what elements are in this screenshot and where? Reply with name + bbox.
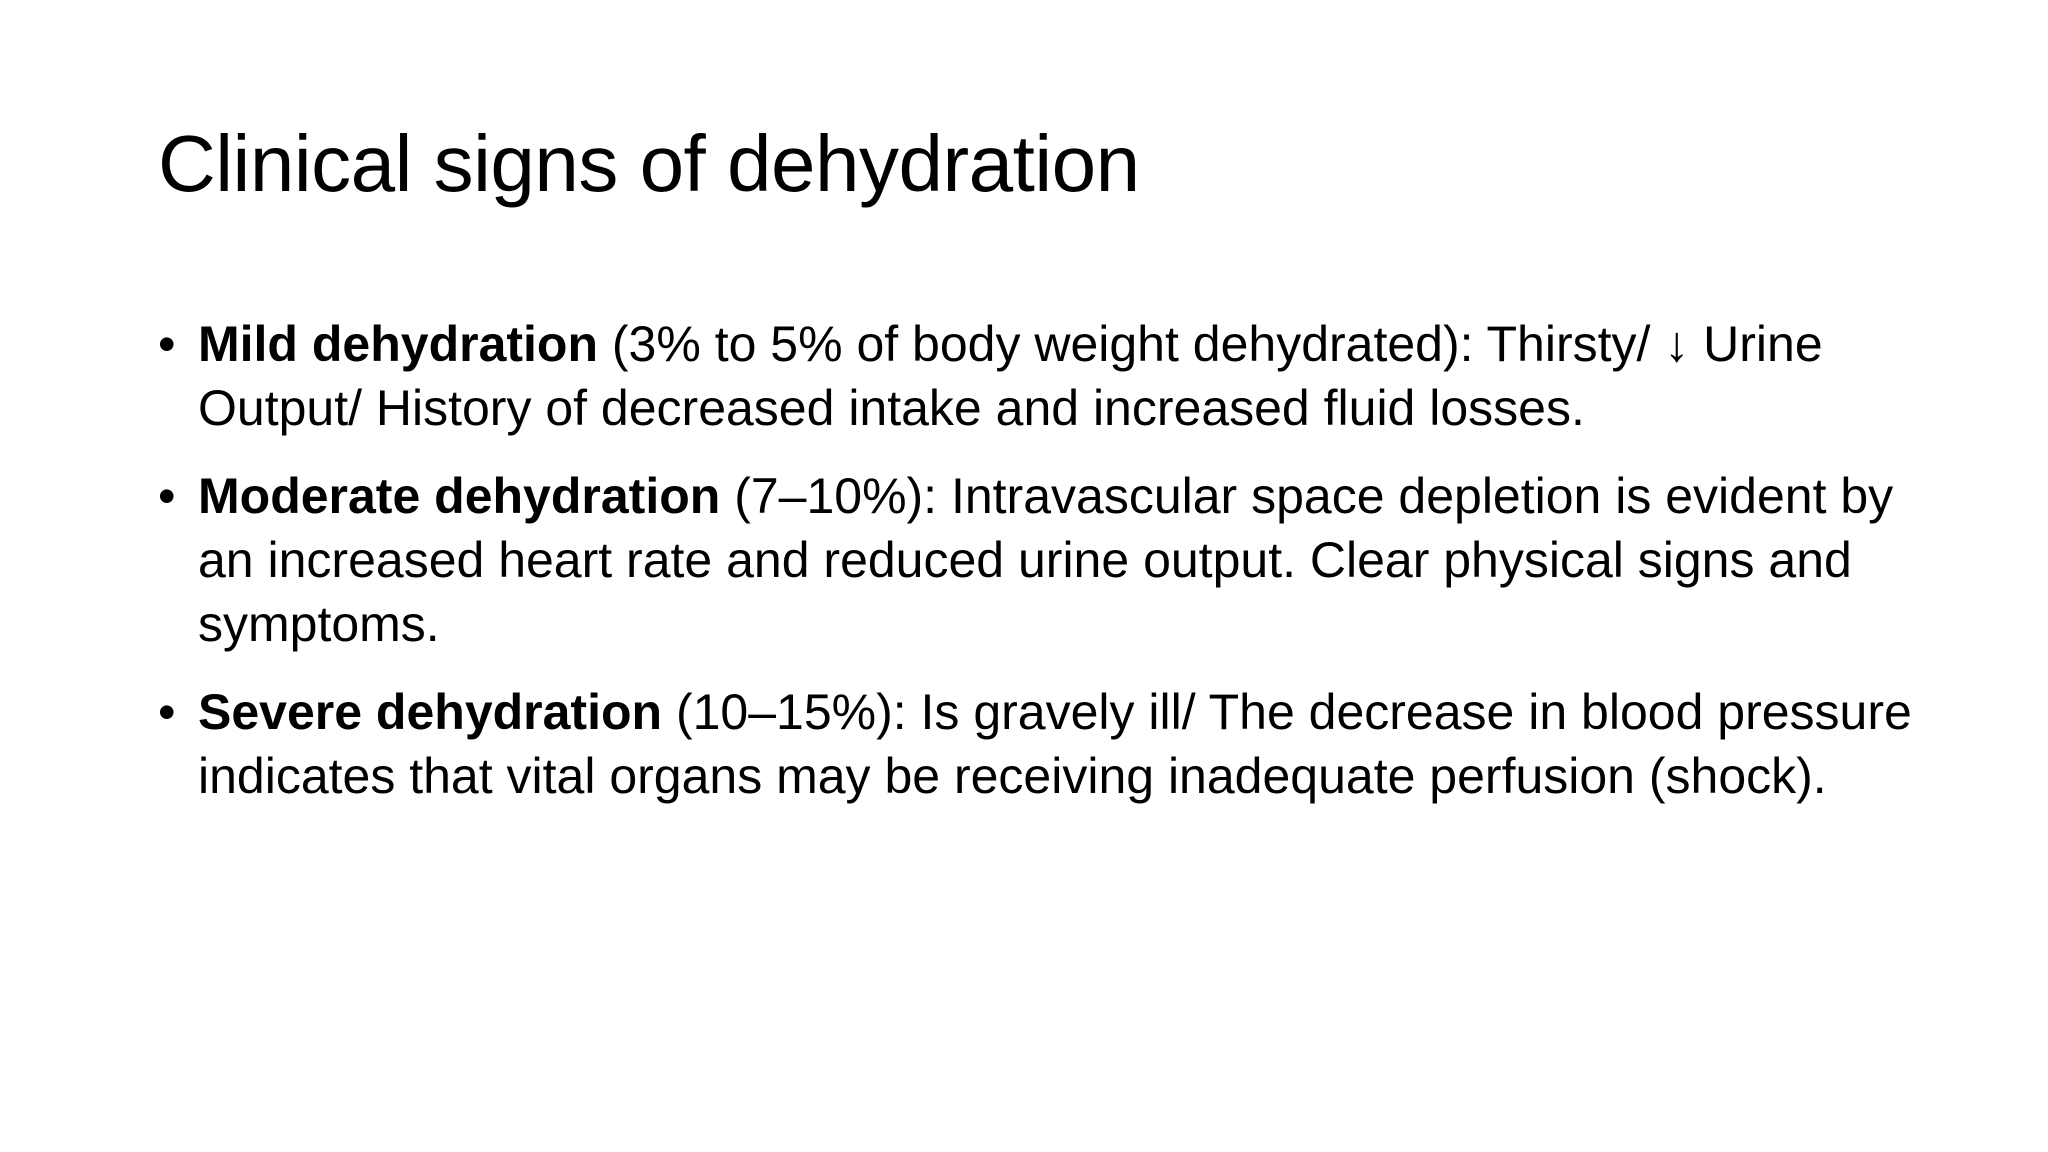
bullet-dot-icon: • bbox=[158, 684, 176, 740]
bullet-term: Moderate dehydration bbox=[198, 468, 721, 524]
bullet-severe-dehydration bbox=[158, 680, 1918, 808]
bullet-dot-icon: • bbox=[158, 468, 176, 524]
bullet-term: Mild dehydration bbox=[198, 316, 598, 372]
slide-title: Clinical signs of dehydration bbox=[158, 119, 1140, 208]
bullet-moderate-dehydration bbox=[158, 464, 1918, 656]
bullet-list bbox=[158, 312, 1918, 832]
bullet-text: (7–10%): Intravascular space depletion is evident by an increased heart rate and reduced urine output. Clear physical signs and symptoms. bbox=[198, 468, 1894, 652]
bullet-term: Severe dehydration bbox=[198, 684, 663, 740]
bullet-dot-icon: • bbox=[158, 316, 176, 372]
bullet-mild-dehydration bbox=[158, 312, 1918, 440]
bullet-text: (3% to 5% of body weight dehydrated): Thirsty/ ↓ Urine Output/ History of decreased intake and increased fluid losses. bbox=[198, 316, 1823, 436]
bullet-text: (10–15%): Is gravely ill/ The decrease in blood pressure indicates that vital organs may be receiving inadequate perfusion (shock). bbox=[198, 684, 1912, 804]
